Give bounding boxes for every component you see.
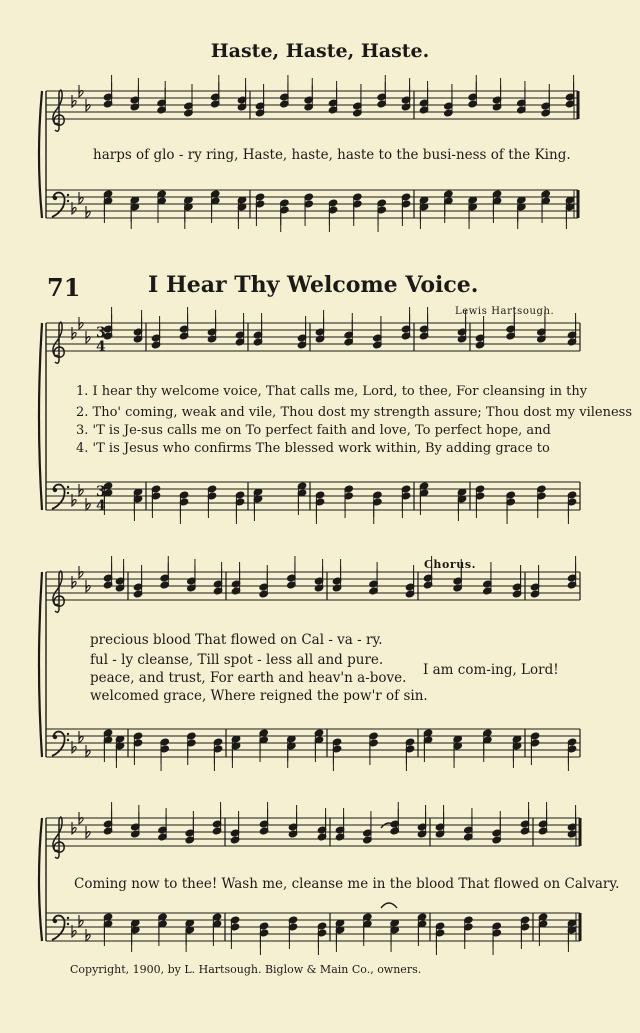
verse-4-line-1: 4. 'T is Jesus who confirms The blessed work within, By adding grace to <box>76 441 550 456</box>
verse-1-line-2: precious blood That flowed on Cal - va - ry. <box>90 632 383 648</box>
verse-3-line-1: 3. 'T is Je-sus calls me on To perfect faith and love, To perfect hope, and <box>76 423 551 438</box>
brace-icon <box>39 323 42 510</box>
flat-sign <box>86 745 90 757</box>
hymn-title: I Hear Thy Welcome Voice. <box>148 272 479 298</box>
bass-clef-dot <box>67 917 69 919</box>
time-sig-top: 3 <box>96 484 106 500</box>
chorus-label: Chorus. <box>424 558 477 571</box>
flat-sign <box>79 484 83 496</box>
brace-icon <box>39 91 42 218</box>
bass-clef-dot <box>67 733 69 735</box>
bass-clef-dot <box>67 492 69 494</box>
time-sig-bottom: 4 <box>96 339 106 355</box>
flat-sign <box>86 498 90 510</box>
verse-1-line-1: 1. I hear thy welcome voice, That calls me, Lord, to thee, For cleansing in thy <box>76 384 588 399</box>
bass-clef-dot <box>67 923 69 925</box>
treble-clef-icon <box>53 322 64 363</box>
composer-credit: Lewis Hartsough. <box>455 306 555 317</box>
previous-hymn-title: Haste, Haste, Haste. <box>210 40 430 62</box>
fermata-icon <box>381 903 397 908</box>
brace-icon <box>39 818 42 941</box>
bass-clef-dot <box>67 194 69 196</box>
flat-sign <box>86 206 90 218</box>
flat-sign <box>79 192 83 204</box>
hymn-number: 71 <box>47 273 81 302</box>
copyright-notice: Copyright, 1900, by L. Hartsough. Biglow & Main Co., owners. <box>70 963 422 976</box>
bass-clef-dot <box>67 486 69 488</box>
previous-hymn-lyric: harps of glo - ry ring, Haste, haste, haste to the busi-ness of the King. <box>93 147 571 163</box>
treble-clef-icon <box>53 90 64 131</box>
treble-clef-icon <box>53 817 64 858</box>
chorus-lyric-1: I am com-ing, Lord! <box>423 662 559 678</box>
bass-clef-dot <box>53 919 57 923</box>
flat-sign <box>79 731 83 743</box>
chorus-lyric-2: Coming now to thee! Wash me, cleanse me in the blood That flowed on Calvary. <box>74 876 620 892</box>
flat-sign <box>86 929 90 941</box>
bass-clef-dot <box>53 196 57 200</box>
flat-sign <box>79 915 83 927</box>
verse-3-line-2: peace, and trust, For earth and heav'n a-bove. <box>90 670 407 686</box>
time-sig-bottom: 4 <box>96 498 106 514</box>
brace-icon <box>39 572 42 757</box>
bass-clef-dot <box>53 735 57 739</box>
treble-clef-icon <box>53 571 64 612</box>
time-sig-top: 3 <box>96 325 106 341</box>
verse-2-line-1: 2. Tho' coming, weak and vile, Thou dost my strength assure; Thou dost my vileness <box>76 405 633 420</box>
bass-clef-dot <box>67 200 69 202</box>
verse-4-line-2: welcomed grace, Where reigned the pow'r of sin. <box>90 688 428 704</box>
bass-clef-dot <box>53 488 57 492</box>
bass-clef-dot <box>67 739 69 741</box>
verse-2-line-2: ful - ly cleanse, Till spot - less all and pure. <box>90 652 384 668</box>
